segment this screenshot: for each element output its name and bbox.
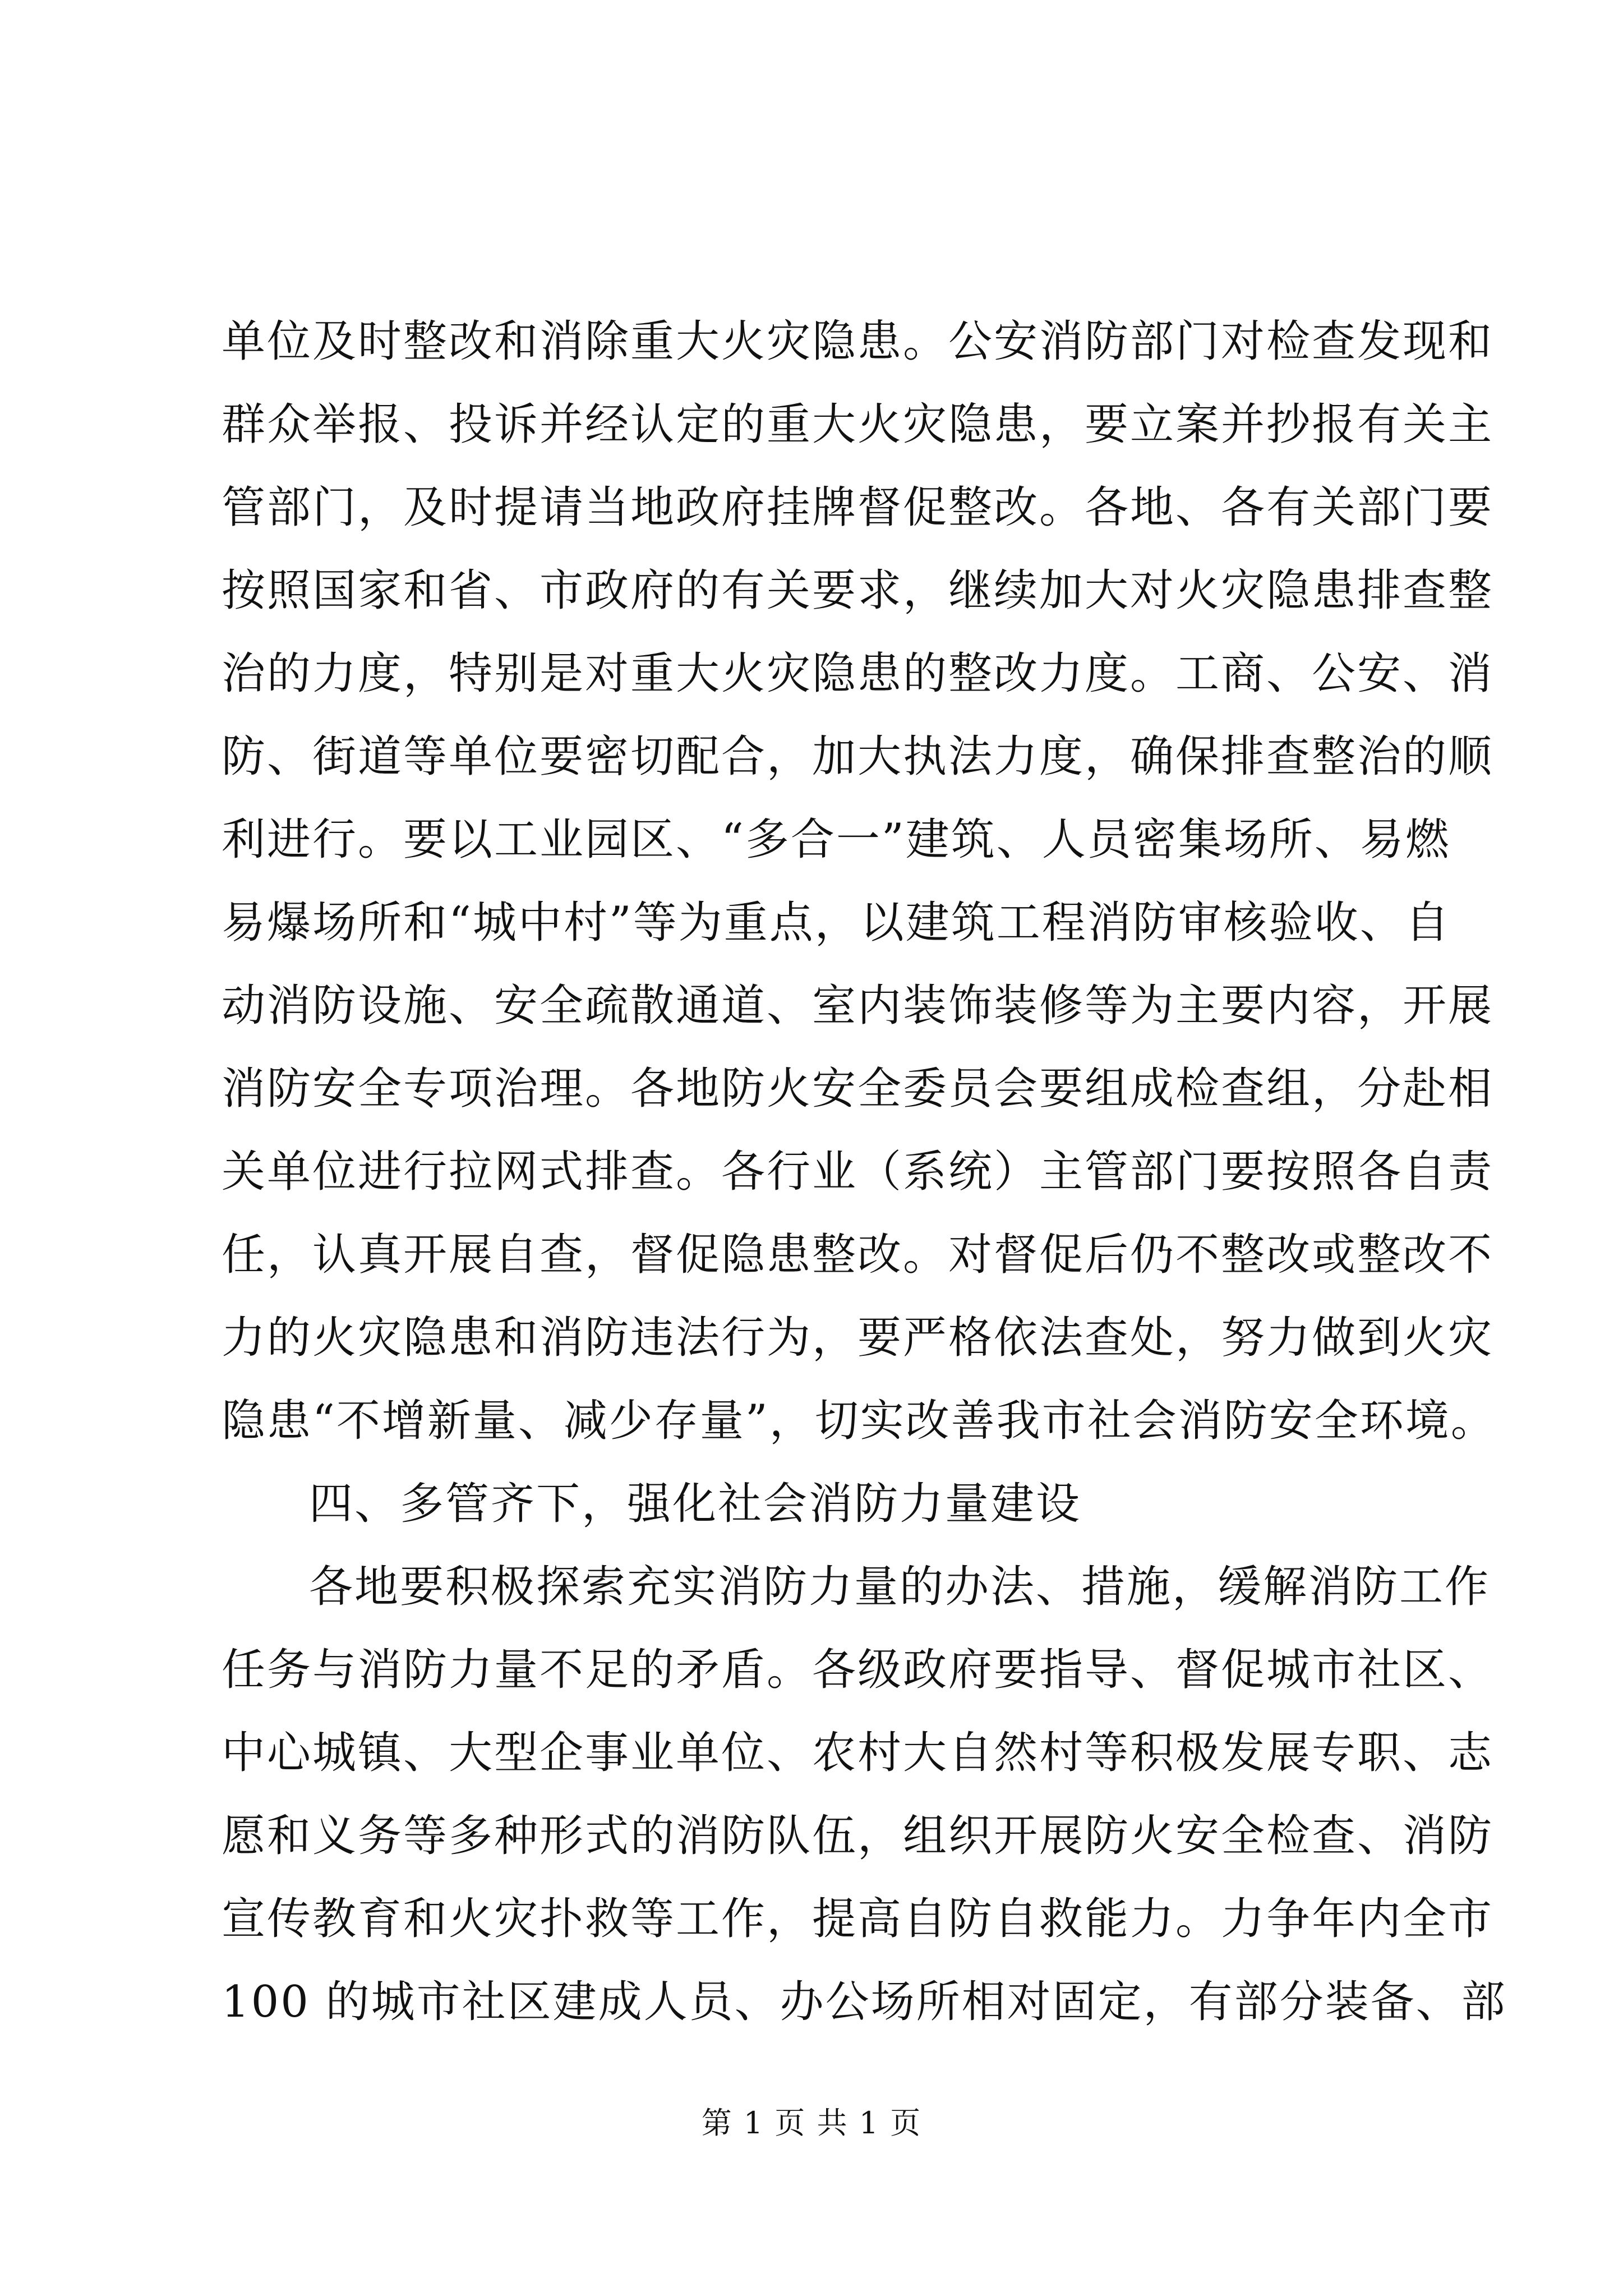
page-number: 第 1 页 共 1 页 xyxy=(701,2105,922,2141)
body-line-7: 利进行。要以工业园区、“多合一”建筑、人员密集场所、易燃 xyxy=(222,815,1451,865)
body-line-11: 关单位进行拉网式排查。各行业（系统）主管部门要按照各自责 xyxy=(222,1147,1494,1197)
body-line-18: 中心城镇、大型企事业单位、农村大自然村等积极发展专职、志 xyxy=(222,1728,1494,1778)
body-line-10: 消防安全专项治理。各地防火安全委员会要组成检查组，分赴相 xyxy=(222,1064,1494,1114)
body-line-1: 单位及时整改和消除重大火灾隐患。公安消防部门对检查发现和 xyxy=(222,316,1494,367)
body-line-20: 宣传教育和火灾扑救等工作，提高自防自救能力。力争年内全市 xyxy=(222,1894,1494,1944)
body-line-19: 愿和义务等多种形式的消防队伍，组织开展防火安全检查、消防 xyxy=(222,1811,1494,1861)
section-heading: 四、多管齐下，强化社会消防力量建设 xyxy=(309,1479,1082,1529)
document-body xyxy=(222,300,1507,2044)
body-line-14: 隐患“不增新量、减少存量”，切实改善我市社会消防安全环境。 xyxy=(222,1396,1496,1446)
body-line-3: 管部门，及时提请当地政府挂牌督促整改。各地、各有关部门要 xyxy=(222,482,1494,533)
body-line-8: 易爆场所和“城中村”等为重点，以建筑工程消防审核验收、自 xyxy=(222,898,1451,948)
body-line-16: 各地要积极探索充实消防力量的办法、措施，缓解消防工作 xyxy=(309,1562,1491,1612)
body-line-12: 任，认真开展自查，督促隐患整改。对督促后仍不整改或整改不 xyxy=(222,1230,1494,1280)
body-line-2: 群众举报、投诉并经认定的重大火灾隐患，要立案并抄报有关主 xyxy=(222,399,1494,450)
body-line-17: 任务与消防力量不足的矛盾。各级政府要指导、督促城市社区、 xyxy=(222,1645,1494,1695)
body-line-9: 动消防设施、安全疏散通道、室内装饰装修等为主要内容，开展 xyxy=(222,981,1494,1031)
body-line-6: 防、街道等单位要密切配合，加大执法力度，确保排查整治的顺 xyxy=(222,731,1494,782)
body-line-4: 按照国家和省、市政府的有关要求，继续加大对火灾隐患排查整 xyxy=(222,565,1494,616)
body-line-5: 治的力度，特别是对重大火灾隐患的整改力度。工商、公安、消 xyxy=(222,648,1494,699)
body-line-21: 100 的城市社区建成人员、办公场所相对固定，有部分装备、部 xyxy=(222,1977,1507,2027)
body-line-13: 力的火灾隐患和消防违法行为，要严格依法查处，努力做到火灾 xyxy=(222,1313,1494,1363)
page-footer xyxy=(0,2104,1623,2143)
